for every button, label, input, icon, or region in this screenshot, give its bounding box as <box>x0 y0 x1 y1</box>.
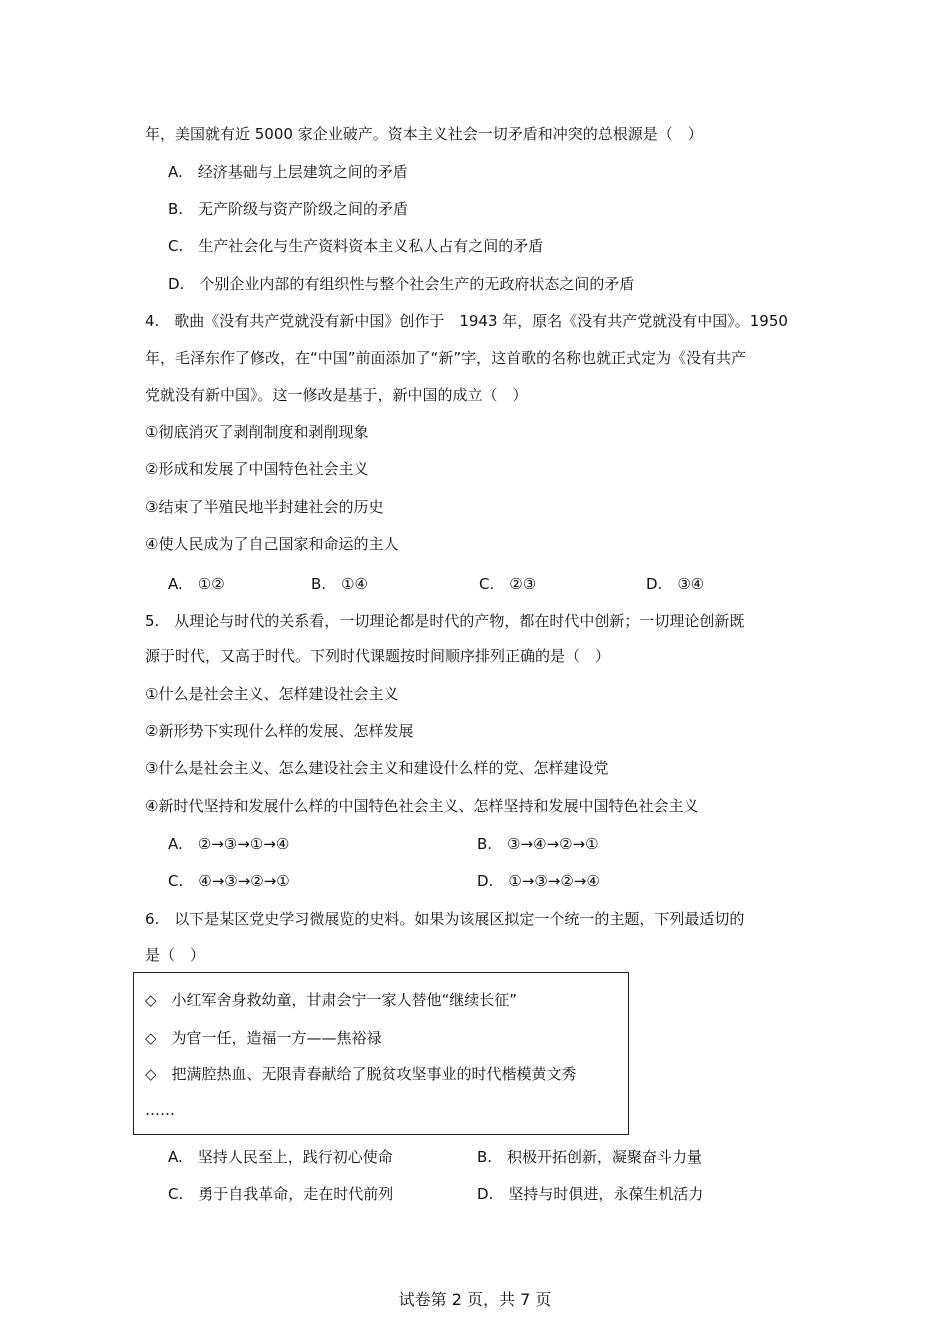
q6-material-item-1: ◇ 小红军舍身救幼童，甘肃会宁一家人替他“继续长征” <box>145 991 518 1009</box>
q4-item-1: ①彻底消灭了剥削制度和剥削现象 <box>145 423 369 441</box>
q6-material-item-3: ◇ 把满腔热血、无限青春献给了脱贫攻坚事业的时代楷模黄文秀 <box>145 1065 577 1083</box>
q4-option-a: A. ①② <box>168 575 225 593</box>
q4-option-d: D. ③④ <box>646 575 705 593</box>
q6-option-d: D. 坚持与时俱进，永葆生机活力 <box>477 1185 704 1203</box>
q3-option-d: D. 个别企业内部的有组织性与整个社会生产的无政府状态之间的矛盾 <box>168 275 635 293</box>
q4-option-c: C. ②③ <box>479 575 537 593</box>
q6-option-b: B. 积极开拓创新，凝聚奋斗力量 <box>477 1148 703 1166</box>
q6-material-item-2: ◇ 为官一任，造福一方——焦裕禄 <box>145 1029 382 1047</box>
q5-item-2: ②新形势下实现什么样的发展、怎样发展 <box>145 722 414 740</box>
q5-stem-line-2: 源于时代，又高于时代。下列时代课题按时间顺序排列正确的是（ ） <box>145 647 611 665</box>
q5-option-a: A. ②→③→①→④ <box>168 835 290 853</box>
q3-option-a: A. 经济基础与上层建筑之间的矛盾 <box>168 163 408 181</box>
q4-item-2: ②形成和发展了中国特色社会主义 <box>145 460 369 478</box>
q5-stem-line-1: 5. 从理论与时代的关系看，一切理论都是时代的产物，都在时代中创新；一切理论创新既 <box>145 612 745 630</box>
q6-option-a: A. 坚持人民至上，践行初心使命 <box>168 1148 393 1166</box>
q4-stem-line-2: 年，毛泽东作了修改，在“中国”前面添加了“新”字，这首歌的名称也就正式定为《没有共产 <box>145 349 747 367</box>
q5-option-c: C. ④→③→②→① <box>168 872 290 890</box>
q6-option-c: C. 勇于自我革命，走在时代前列 <box>168 1185 394 1203</box>
q5-item-1: ①什么是社会主义、怎样建设社会主义 <box>145 685 399 703</box>
q4-stem-line-3: 党就没有新中国》。这一修改是基于，新中国的成立（ ） <box>145 386 528 404</box>
q3-option-b: B. 无产阶级与资产阶级之间的矛盾 <box>168 200 409 218</box>
q4-item-3: ③结束了半殖民地半封建社会的历史 <box>145 498 384 516</box>
page-footer: 试卷第 2 页，共 7 页 <box>398 1290 552 1309</box>
q5-item-4: ④新时代坚持和发展什么样的中国特色社会主义、怎样坚持和发展中国特色社会主义 <box>145 797 699 815</box>
q6-stem-line-2: 是（ ） <box>145 946 206 964</box>
q5-item-3: ③什么是社会主义、怎么建设社会主义和建设什么样的党、怎样建设党 <box>145 759 609 777</box>
q4-item-4: ④使人民成为了自己国家和命运的主人 <box>145 535 399 553</box>
q3-stem-tail: 年，美国就有近 5000 家企业破产。资本主义社会一切矛盾和冲突的总根源是（ ） <box>145 125 703 143</box>
q4-option-b: B. ①④ <box>311 575 368 593</box>
q6-material-ellipsis: …… <box>145 1101 175 1119</box>
q5-option-d: D. ①→③→②→④ <box>477 872 600 890</box>
q4-stem-line-1: 4. 歌曲《没有共产党就没有新中国》创作于 1943 年，原名《没有共产党就没有中国》。1950 <box>145 312 788 330</box>
q6-stem-line-1: 6. 以下是某区党史学习微展览的史料。如果为该展区拟定一个统一的主题，下列最适切的 <box>145 910 745 928</box>
q5-option-b: B. ③→④→②→① <box>477 835 599 853</box>
q3-option-c: C. 生产社会化与生产资料资本主义私人占有之间的矛盾 <box>168 237 544 255</box>
